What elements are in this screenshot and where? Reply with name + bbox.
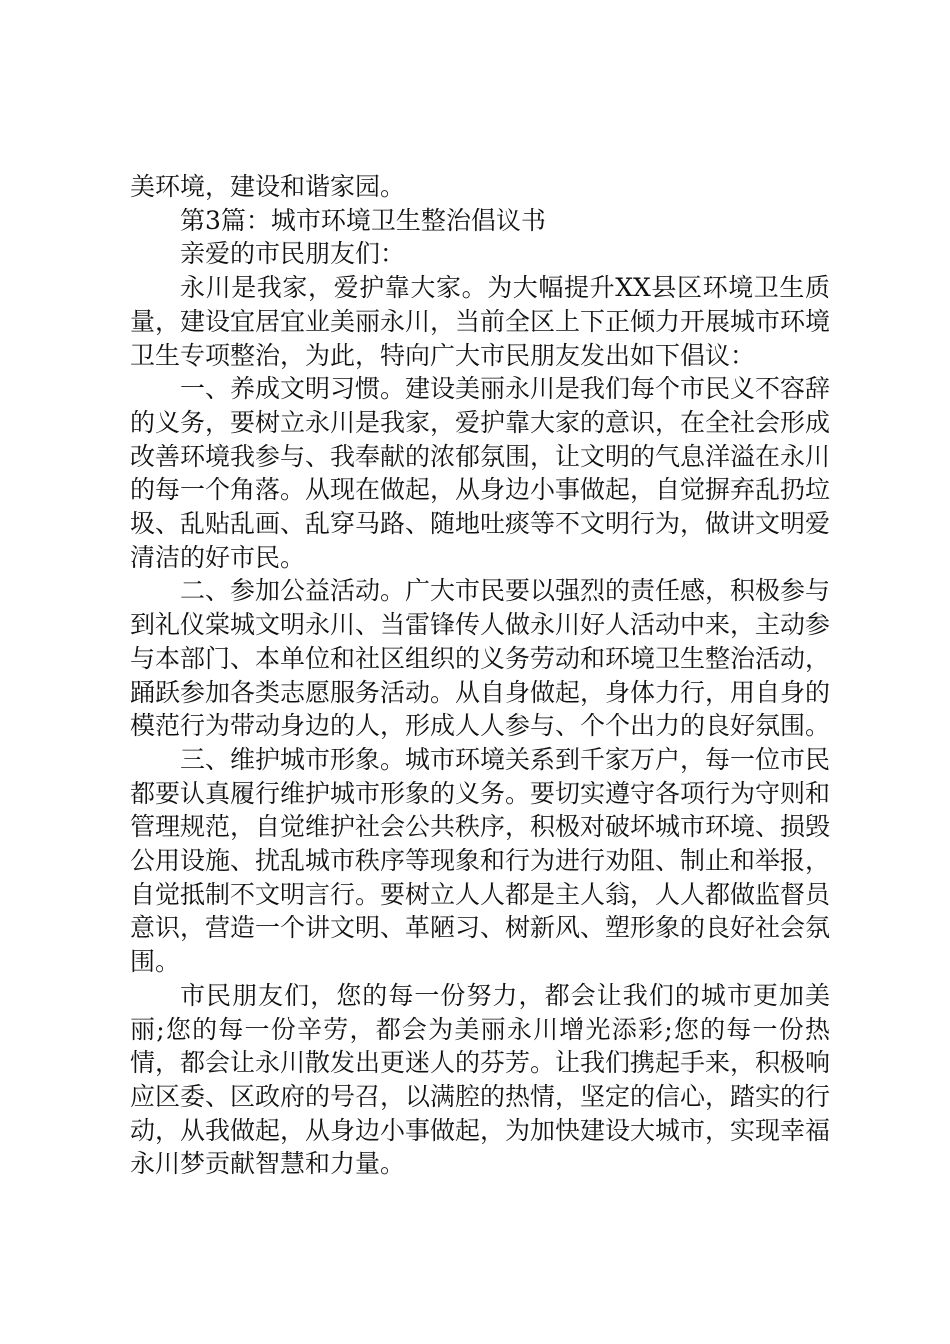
paragraph-point-3: 三、维护城市形象。城市环境关系到千家万户，每一位市民都要认真履行维护城市形象的义务。要切实遵守各项行为守则和管理规范，自觉维护社会公共秩序，积极对破坏城市环境、损毁公用设施、扰乱城市秩序等现象和行为进行劝阻、制止和举报，自觉抵制不文明言行。要树立人人都是主人翁，人人都做监督员意识，营造一个讲文明、革陋习、树新风、塑形象的良好社会氛围。 bbox=[130, 744, 831, 977]
paragraph-intro: 永川是我家，爱护靠大家。为大幅提升XX县区环境卫生质量，建设宜居宜业美丽永川，当前全区上下正倾力开展城市环境卫生专项整治，为此，特向广大市民朋友发出如下倡议： bbox=[130, 273, 831, 370]
document-body bbox=[130, 170, 830, 1181]
paragraph-closing: 市民朋友们，您的每一份努力，都会让我们的城市更加美丽;您的每一份辛劳，都会为美丽永川增光添彩;您的每一份热情，都会让永川散发出更迷人的芬芳。让我们携起手来，积极响应区委、区政府的号召，以满腔的热情，坚定的信心，踏实的行动，从我做起，从身边小事做起，为加快建设大城市，实现幸福永川梦贡献智慧和力量。 bbox=[130, 980, 831, 1179]
paragraph-continuation: 美环境，建设和谐家园。 bbox=[130, 172, 406, 201]
paragraph-point-2: 二、参加公益活动。广大市民要以强烈的责任感，积极参与到礼仪棠城文明永川、当雷锋传人做永川好人活动中来，主动参与本部门、本单位和社区组织的义务劳动和环境卫生整治活动，踊跃参加各类志愿服务活动。从自身做起，身体力行，用自身的模范行为带动身边的人，形成人人参与、个个出力的良好氛围。 bbox=[130, 576, 831, 741]
salutation: 亲爱的市民朋友们： bbox=[180, 239, 406, 269]
section-title: 第3篇：城市环境卫生整治倡议书 bbox=[180, 205, 546, 235]
paragraph-point-1: 一、养成文明习惯。建设美丽永川是我们每个市民义不容辞的义务，要树立永川是我家，爱护靠大家的意识，在全社会形成改善环境我参与、我奉献的浓郁氛围，让文明的气息洋溢在永川的每一个角落。从现在做起，从身边小事做起，自觉摒弃乱扔垃圾、乱贴乱画、乱穿马路、随地吐痰等不文明行为，做讲文明爱清洁的好市民。 bbox=[130, 374, 831, 572]
